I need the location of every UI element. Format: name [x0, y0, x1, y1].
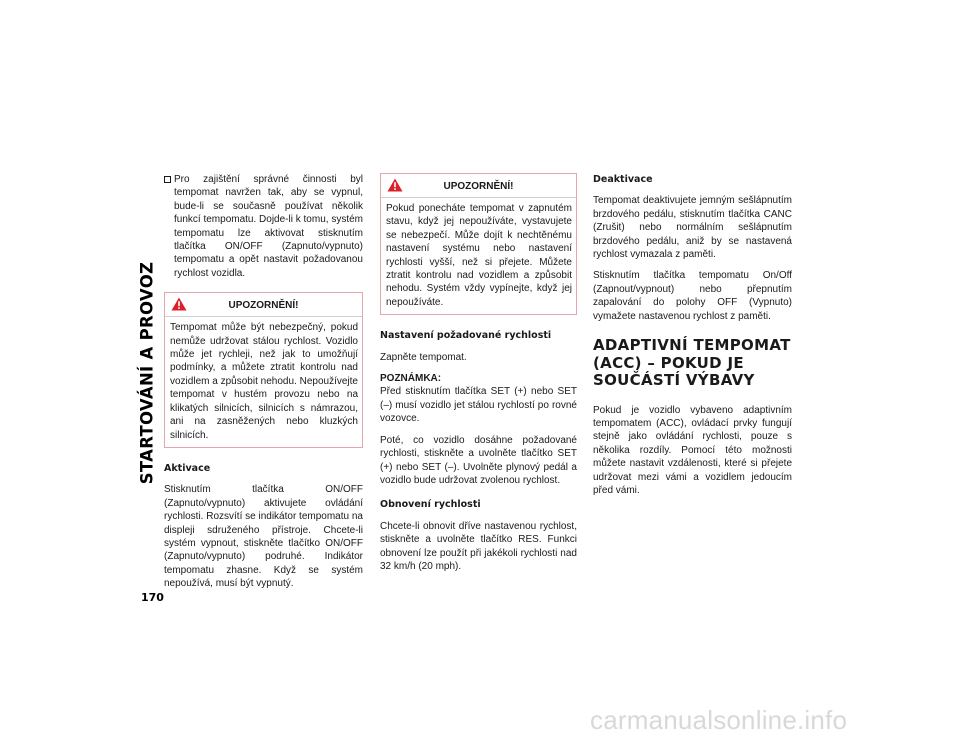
bullet-text: Pro zajištění správné činnosti byl tempomat navržen tak, aby se vypnul, bude-li se současně používat několik funkcí tempomatu. Dojde-li k tomu, systém tempomatu lze aktivovat stisknutím tlačítka ON/OFF (Zapnuto/vypnuto) tempomatu a opět nastavit požadovanou rychlost vozidla. — [174, 174, 363, 279]
paragraph: Chcete-li obnovit dříve nastavenou rychlost, stiskněte a uvolněte tlačítko RES. Funkci obnovení lze použít při jakékoli rychlosti nad 32 km/h (20 mph). — [380, 520, 577, 572]
chapter-heading: ADAPTIVNÍ TEMPOMAT (ACC) – POKUD JE SOUČÁSTÍ VÝBAVY — [593, 336, 791, 390]
section-heading: Nastavení požadované rychlosti — [380, 330, 552, 342]
bullet-item — [164, 173, 363, 280]
section-title-text: STARTOVÁNÍ A PROVOZ — [137, 261, 157, 485]
paragraph: Zapněte tempomat. — [380, 351, 467, 363]
column-3 — [593, 173, 792, 497]
warning-title: UPOZORNĚNÍ! — [228, 300, 299, 312]
warning-box — [380, 173, 577, 315]
column-1 — [164, 173, 363, 591]
page-number: 170 — [141, 591, 164, 604]
warning-header — [165, 293, 362, 317]
paragraph: Stisknutím tlačítka ON/OFF (Zapnuto/vypnuto) aktivujete ovládání rychlosti. Rozsvítí se indikátor tempomatu na displeji sdruženého přístroje. Chcete-li systém vypnout, stiskněte tlačítko ON/OFF (Zapnuto/vypnuto) podruhé. Indikátor tempomatu zhasne. Když se systém nepoužívá, musí být vypnutý. — [164, 484, 363, 590]
paragraph: Stisknutím tlačítka tempomatu On/Off (Zapnout/vypnout) nebo přepnutím zapalování do polohy OFF (Vypnuto) vymažete nastavenou rychlost z paměti. — [593, 270, 792, 322]
note-label: POZNÁMKA: — [380, 373, 442, 385]
section-heading: Aktivace — [164, 462, 211, 474]
watermark-text: carmanualsonline.info — [590, 705, 848, 735]
section-heading: Obnovení rychlosti — [380, 499, 481, 511]
paragraph: Pokud je vozidlo vybaveno adaptivním tempomatem (ACC), ovládací prvky fungují stejně jako ovládání rychlosti, pouze s několika rozdíly. Pomocí této možnosti můžete nastavit vzdálenosti, které si přejete udržovat mezi vámi a vozidlem jedoucím před vámi. — [593, 404, 792, 496]
bullet-square-icon — [164, 176, 171, 183]
warning-text: Pokud ponecháte tempomat v zapnutém stavu, když jej nepoužíváte, vystavujete se nebezpečí. Může dojít k nechtěnému nastavení systému nebo nastavení rychlosti vyšší, než si přejete. Můžete ztratit kontrolu nad vozidlem a způsobit nehodu. Systém vždy vypínejte, když jej nepoužíváte. — [386, 203, 572, 308]
paragraph: Poté, co vozidlo dosáhne požadované rychlosti, stiskněte a uvolněte tlačítko SET (+) nebo SET (–). Uvolněte plynový pedál a vozidlo bude udržovat zvolenou rychlost. — [380, 434, 577, 486]
warning-title: UPOZORNĚNÍ! — [443, 181, 514, 192]
warning-header — [381, 174, 576, 198]
paragraph: Tempomat deaktivujete jemným sešlápnutím brzdového pedálu, stisknutím tlačítka CANC (Zrušit) nebo normálním sešlápnutím brzdového pedálu, aniž by se nastavená rychlost vymazala z paměti. — [593, 195, 792, 261]
warning-text: Tempomat může být nebezpečný, pokud nemůže udržovat stálou rychlost. Vozidlo může jet rychleji, než jak to umožňují podmínky, a můžete ztratit kontrolu nad vozidlem a způsobit nehodu. Nepoužívejte tempomat v hustém provozu nebo na klikatých silnicích, silnicích s námrazou, ani na zasněžených nebo kluzkých silnicích. — [170, 322, 358, 441]
column-2 — [380, 173, 577, 573]
section-sidebar-title — [136, 173, 158, 573]
section-heading: Deaktivace — [593, 174, 653, 185]
warning-box — [164, 292, 363, 448]
note-text: Před stisknutím tlačítka SET (+) nebo SET (–) musí vozidlo jet stálou rychlostí po rovné vozovce. — [380, 386, 577, 425]
